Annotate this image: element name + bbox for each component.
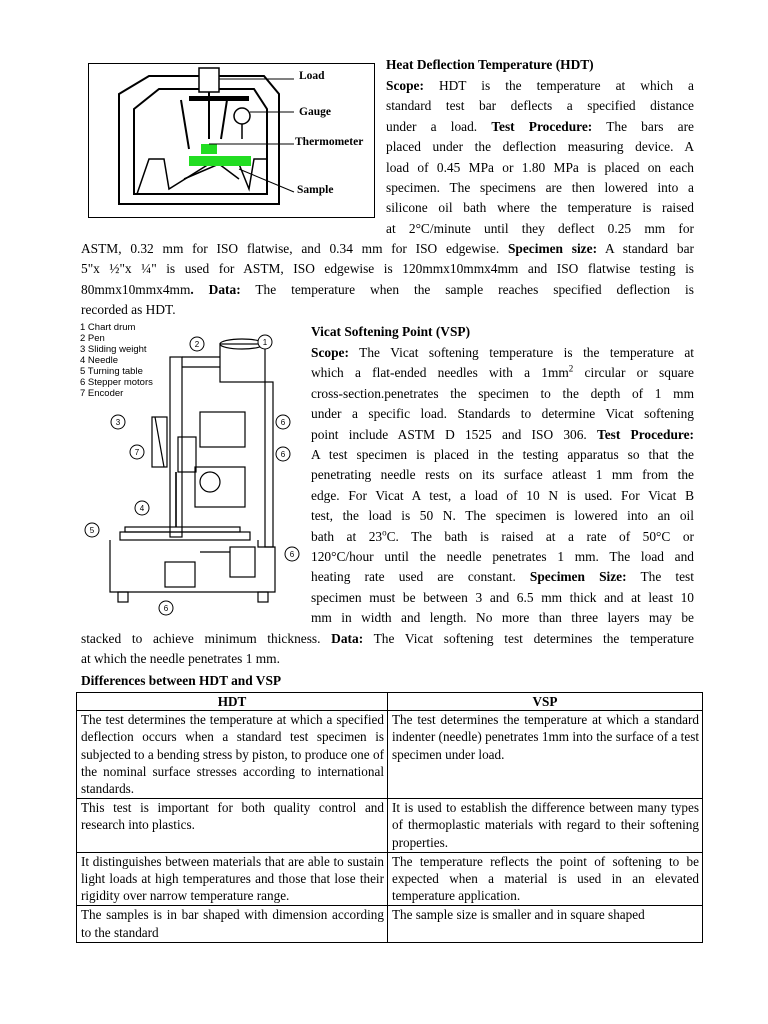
hdt-title: Heat Deflection Temperature (HDT) <box>386 57 594 72</box>
legend-item: 7 Encoder <box>80 388 124 399</box>
hdt-line: under a load. Test Procedure: The bars are <box>386 118 694 134</box>
vsp-line: test, the load is 50 N. The specimen is lowered into an oil <box>311 508 694 524</box>
vsp-line: edge. For Vicat A test, a load of 10 N is used. For Vicat B <box>311 487 694 503</box>
hdt-line: load of 0.45 MPa or 1.80 MPa is placed on each <box>386 159 694 175</box>
vsp-line: cross-section.penetrates the specimen to the depth of 1 mm <box>311 385 694 401</box>
callout-6b: 6 <box>280 450 286 459</box>
comparison-table <box>76 692 703 943</box>
vsp-line: under a specific load. Standards to determine Vicat softening <box>311 406 694 422</box>
hdt-body-full <box>81 239 694 321</box>
table-cell: The samples is in bar shaped with dimension according to the standard <box>77 906 388 942</box>
legend-item: 3 Sliding weight <box>80 344 147 355</box>
vsp-title: Vicat Softening Point (VSP) <box>311 324 471 339</box>
vsp-figure <box>80 322 300 617</box>
table-row <box>77 711 703 799</box>
hdt-line: 5"x ½"x ¼" is used for ASTM, ISO edgewise is 120mmx10mmx4mm and ISO flatwise testing is <box>81 261 694 277</box>
vsp-line: A test specimen is placed in the testing apparatus so that the <box>311 447 694 463</box>
table-cell: It distinguishes between materials that are able to sustain light loads at high temperatures and those that lose their rigidity over narrow temperature range. <box>77 852 388 906</box>
hdt-line: specimen. The specimens are then lowered into a <box>386 180 694 196</box>
table-row <box>77 799 703 853</box>
hdt-line: at 2°C/minute until they deflect 0.25 mm for <box>386 220 694 236</box>
callout-6a: 6 <box>280 418 286 427</box>
vsp-line: 120°C/hour until the needle penetrates 1 mm. The load and <box>311 549 694 565</box>
col-header-vsp: VSP <box>388 693 703 711</box>
vsp-line: stacked to achieve minimum thickness. Data: The Vicat softening test determines the temperature <box>81 631 694 646</box>
diff-heading: Differences between HDT and VSP <box>81 673 282 688</box>
callout-3: 3 <box>115 418 121 427</box>
callout-7: 7 <box>134 448 140 457</box>
vsp-line: specimen must be between 3 and 6.5 mm thick and at least 10 <box>311 589 694 605</box>
hdt-line: Scope: HDT is the temperature at which a <box>386 78 694 93</box>
hdt-line: standard test bar deflects a specified distance <box>386 98 694 114</box>
vsp-line: which a flat-ended needles with a $1mm^2$ circular or square <box>311 363 694 381</box>
legend-item: 1 Chart drum <box>80 322 136 333</box>
vsp-line: heating rate used are constant. Specimen Size: The test <box>311 569 694 585</box>
table-cell: This test is important for both quality control and research into plastics. <box>77 799 388 853</box>
callout-6c: 6 <box>289 550 295 559</box>
vicat-apparatus-drawing <box>80 322 300 617</box>
green-sample-bar <box>189 156 251 166</box>
vsp-line: bath at 23$^o$C. The bath is raised at a rate of 50°C or <box>311 527 694 544</box>
table-cell: The test determines the temperature at which a standard indenter (needle) penetrates 1mm into the surface of a test specimen under load. <box>388 711 703 799</box>
legend-item: 6 Stepper motors <box>80 377 153 388</box>
vsp-body-full <box>81 629 694 670</box>
hdt-figure <box>88 63 375 218</box>
vsp-line: Scope: The Vicat softening temperature is the temperature at <box>311 345 694 360</box>
callout-1: 1 <box>262 338 268 347</box>
vsp-body-right <box>311 343 694 629</box>
hdt-line: silicone oil bath where the temperature is raised <box>386 200 694 216</box>
callout-2: 2 <box>194 340 200 349</box>
hdt-line: ASTM, 0.32 mm for ISO flatwise, and 0.34 mm for ISO edgewise. Specimen size: A standard bar <box>81 241 694 256</box>
hdt-line: placed under the deflection measuring device. A <box>386 139 694 155</box>
col-header-hdt: HDT <box>77 693 388 711</box>
table-header-row <box>77 693 703 711</box>
callout-4: 4 <box>139 504 145 513</box>
legend-item: 5 Turning table <box>80 366 143 377</box>
vsp-line: penetrating needle rests on its surface atleast 1 mm from the <box>311 467 694 483</box>
vsp-line: at which the needle penetrates 1 mm. <box>81 651 280 667</box>
table-cell: The sample size is smaller and in square shaped <box>388 906 703 942</box>
vsp-line: mm in width and length. No more than three layers may be <box>311 610 694 626</box>
hdt-label-thermometer: Thermometer <box>295 136 364 148</box>
table-row <box>77 852 703 906</box>
table-cell: It is used to establish the difference between many types of thermoplastic materials with regard to their softening properties. <box>388 799 703 853</box>
legend-item: 4 Needle <box>80 355 119 366</box>
hdt-line: 80mmx10mmx4mm. Data: The temperature when the sample reaches specified deflection is <box>81 281 694 297</box>
vsp-line: point include ASTM D 1525 and ISO 306. Test Procedure: <box>311 426 695 442</box>
hdt-body-right <box>386 76 694 239</box>
table-row <box>77 906 703 942</box>
hdt-label-load: Load <box>299 70 325 82</box>
hdt-label-sample: Sample <box>297 184 334 196</box>
table-cell: The test determines the temperature at which a specified deflection occurs when a standard test specimen is subjected to a bending stress by piston, to produce one of the nominal surface stresses according to international standards. <box>77 711 388 799</box>
table-cell: The temperature reflects the point of softening to be expected when a material is used in an elevated temperature application. <box>388 852 703 906</box>
callout-6d: 6 <box>163 604 169 613</box>
hdt-label-gauge: Gauge <box>299 106 331 118</box>
callout-5: 5 <box>89 526 95 535</box>
legend-item: 2 Pen <box>80 333 105 344</box>
hdt-line: recorded as HDT. <box>81 302 176 318</box>
